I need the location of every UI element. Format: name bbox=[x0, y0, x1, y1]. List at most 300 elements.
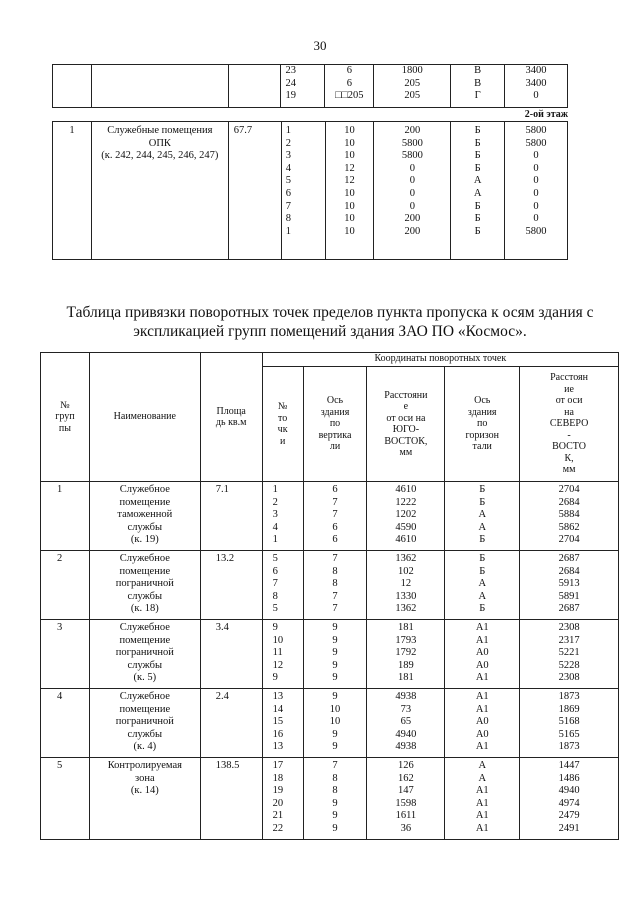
value: Б bbox=[479, 484, 486, 495]
value: 3 bbox=[272, 509, 278, 521]
group-row bbox=[41, 689, 619, 758]
value: 0 bbox=[409, 187, 415, 199]
value: Б bbox=[474, 225, 481, 237]
value: 4610 bbox=[395, 484, 417, 495]
value: 5168 bbox=[558, 716, 580, 728]
group-name bbox=[89, 482, 200, 551]
value: 2479 bbox=[558, 810, 580, 822]
value: 4590 bbox=[395, 521, 417, 533]
group-area: 7.1 bbox=[200, 482, 262, 551]
value: 5228 bbox=[558, 659, 580, 671]
value: 1 bbox=[285, 225, 291, 237]
value: 10 bbox=[344, 137, 355, 149]
group-area: 3.4 bbox=[200, 620, 262, 689]
value: 5 bbox=[285, 175, 291, 187]
value: 2308 bbox=[558, 622, 580, 633]
value: 0 bbox=[533, 90, 539, 102]
header-dist-ne bbox=[520, 367, 619, 482]
value: 11 bbox=[272, 647, 283, 659]
value: А1 bbox=[475, 810, 489, 822]
value: 4938 bbox=[395, 691, 417, 702]
header-line: от оси на bbox=[386, 412, 426, 424]
value: 4 bbox=[272, 521, 278, 533]
value: 147 bbox=[398, 785, 414, 797]
header-line: здания bbox=[467, 406, 497, 418]
title-line-2: экспликацией групп помещений здания ЗАО ПО «Космос». bbox=[133, 323, 527, 340]
value: 6 bbox=[332, 521, 338, 533]
name-line: пограничной bbox=[115, 578, 174, 590]
value: 9 bbox=[272, 672, 278, 684]
value: 65 bbox=[400, 716, 412, 728]
cell-axis-vert bbox=[303, 689, 367, 758]
value: 3400 bbox=[525, 77, 547, 89]
group-row bbox=[41, 482, 619, 551]
cell-dist-ne bbox=[520, 551, 619, 620]
value: 12 bbox=[344, 175, 355, 187]
header-dist-se bbox=[367, 367, 445, 482]
group-row bbox=[41, 620, 619, 689]
cell-dist-se bbox=[367, 689, 445, 758]
floor-label: 2-ой этаж bbox=[524, 109, 568, 120]
value: 2687 bbox=[558, 553, 580, 564]
value: 162 bbox=[398, 772, 414, 784]
cell-axis-horiz bbox=[451, 65, 505, 108]
header-axis-vert bbox=[303, 367, 367, 482]
value: 200 bbox=[404, 225, 421, 237]
value: 200 bbox=[404, 213, 421, 225]
cell-dist-se bbox=[367, 758, 445, 840]
header-line: - bbox=[567, 429, 571, 441]
cell-dist-ne bbox=[520, 758, 619, 840]
value: 0 bbox=[533, 162, 539, 174]
value: 18 bbox=[272, 772, 284, 784]
value: 6 bbox=[332, 534, 338, 546]
value: 4974 bbox=[558, 797, 580, 809]
value: 5862 bbox=[558, 521, 580, 533]
value: 10 bbox=[344, 187, 355, 199]
value: 102 bbox=[398, 565, 414, 577]
value: 5913 bbox=[558, 578, 580, 590]
value: 5165 bbox=[558, 728, 580, 740]
value: 181 bbox=[398, 672, 414, 684]
value: 1486 bbox=[558, 772, 580, 784]
value: 2684 bbox=[558, 565, 580, 577]
value: А bbox=[478, 578, 487, 590]
value: 1800 bbox=[401, 65, 423, 76]
value: Б bbox=[479, 553, 486, 564]
cell-axis-vert bbox=[303, 482, 367, 551]
name-line: Контролируемая bbox=[107, 760, 182, 771]
group-number: 1 bbox=[53, 122, 92, 260]
header-line: мм bbox=[562, 464, 576, 476]
value: Б bbox=[474, 125, 481, 136]
group-number: 1 bbox=[41, 482, 90, 551]
cell-points bbox=[262, 758, 303, 840]
value: 2704 bbox=[558, 484, 580, 495]
cell-dist-se bbox=[367, 551, 445, 620]
cell-axis-horiz bbox=[445, 620, 520, 689]
group-name bbox=[89, 689, 200, 758]
cell-points bbox=[262, 482, 303, 551]
header-line: ли bbox=[329, 441, 341, 453]
value: А1 bbox=[475, 741, 489, 753]
cell-points bbox=[262, 620, 303, 689]
name-line: (к. 242, 244, 245, 246, 247) bbox=[101, 150, 219, 162]
header-coords: Координаты поворотных точек bbox=[262, 353, 618, 367]
value: Б bbox=[479, 496, 486, 508]
header-point-no bbox=[262, 367, 303, 482]
value: А bbox=[478, 590, 487, 602]
value: 10 bbox=[272, 634, 284, 646]
name-line: ОПК bbox=[148, 137, 171, 149]
value: 0 bbox=[533, 187, 539, 199]
value: 12 bbox=[400, 578, 412, 590]
value: 10 bbox=[344, 125, 355, 136]
name-line: службы bbox=[127, 590, 163, 602]
value: 5800 bbox=[525, 225, 547, 237]
value: 21 bbox=[272, 810, 284, 822]
value: А1 bbox=[475, 822, 489, 834]
name-line: (к. 18) bbox=[130, 603, 159, 615]
value: 1598 bbox=[395, 797, 417, 809]
value: 4940 bbox=[558, 785, 580, 797]
group-table-opk bbox=[52, 121, 568, 260]
value: А1 bbox=[475, 691, 489, 702]
value: 0 bbox=[409, 200, 415, 212]
value: 6 bbox=[285, 187, 291, 199]
value: 4610 bbox=[395, 534, 417, 546]
value: 1792 bbox=[395, 647, 417, 659]
header-line: вертика bbox=[318, 429, 352, 441]
cell-points bbox=[262, 689, 303, 758]
value: 6 bbox=[272, 565, 278, 577]
cell-dist-ne bbox=[520, 620, 619, 689]
header-line: Расстоян bbox=[550, 372, 589, 384]
value: 9 bbox=[332, 741, 338, 753]
table-title bbox=[40, 303, 620, 341]
value: 5 bbox=[272, 553, 278, 564]
value: 7 bbox=[332, 509, 338, 521]
value: 1330 bbox=[395, 590, 417, 602]
cell-axis-vert bbox=[303, 758, 367, 840]
value: 1 bbox=[272, 534, 278, 546]
value: А1 bbox=[475, 672, 489, 684]
name-line: Служебное bbox=[119, 622, 170, 633]
page-number: 30 bbox=[313, 38, 327, 53]
header-line: то bbox=[277, 412, 288, 424]
value: 1 bbox=[285, 125, 291, 136]
value: 10 bbox=[344, 213, 355, 225]
value: А0 bbox=[475, 659, 489, 671]
cell-dist-ne bbox=[505, 65, 568, 108]
value: 2308 bbox=[558, 672, 580, 684]
name-line: пограничной bbox=[115, 647, 174, 659]
value: Г bbox=[474, 90, 481, 102]
value: Б bbox=[479, 534, 486, 546]
group-name bbox=[91, 122, 228, 260]
value: 7 bbox=[285, 200, 291, 212]
name-line: Служебные помещения bbox=[107, 125, 213, 136]
value: В bbox=[474, 77, 482, 89]
value: 205 bbox=[404, 77, 421, 89]
cell-dist-se bbox=[374, 122, 451, 260]
value: 6 bbox=[332, 484, 338, 495]
continuation-table bbox=[52, 64, 568, 108]
header-line: здания bbox=[320, 406, 350, 418]
group-area: 13.2 bbox=[200, 551, 262, 620]
header-area bbox=[200, 353, 262, 482]
header-line: тали bbox=[472, 441, 492, 453]
value: 2687 bbox=[558, 603, 580, 615]
value: 13 bbox=[272, 691, 284, 702]
value: 1873 bbox=[558, 691, 580, 702]
value: 1869 bbox=[558, 703, 580, 715]
value: 8 bbox=[332, 565, 338, 577]
value: 5 bbox=[272, 603, 278, 615]
value: 8 bbox=[332, 772, 338, 784]
cell-dist-ne bbox=[520, 689, 619, 758]
value: 9 bbox=[332, 691, 338, 702]
value: 5891 bbox=[558, 590, 580, 602]
cell-point bbox=[281, 65, 325, 108]
value: 1362 bbox=[395, 553, 417, 564]
group-area: 67.7 bbox=[228, 122, 281, 260]
value: 9 bbox=[332, 622, 338, 633]
value: 7 bbox=[332, 603, 338, 615]
value: 8 bbox=[332, 785, 338, 797]
value: 19 bbox=[272, 785, 284, 797]
header-line: на bbox=[564, 406, 574, 418]
cell-axis-horiz bbox=[445, 689, 520, 758]
cell-dist-ne bbox=[520, 482, 619, 551]
value: А1 bbox=[475, 634, 489, 646]
cell-axis-horiz bbox=[445, 551, 520, 620]
value: 10 bbox=[344, 200, 355, 212]
value: Б bbox=[474, 137, 481, 149]
value: 16 bbox=[272, 728, 284, 740]
header-line: ВОСТОК, bbox=[384, 435, 428, 447]
value: 9 bbox=[332, 728, 338, 740]
header-line: К, bbox=[564, 452, 574, 464]
value: А1 bbox=[475, 785, 489, 797]
cell-axis-vert bbox=[303, 620, 367, 689]
value: 9 bbox=[332, 797, 338, 809]
name-line: помещение bbox=[119, 565, 171, 577]
value: 9 bbox=[332, 822, 338, 834]
value: 3400 bbox=[525, 65, 547, 76]
header-name: Наименование bbox=[89, 353, 200, 482]
value: 4940 bbox=[395, 728, 417, 740]
value: 10 bbox=[329, 716, 341, 728]
name-line: Служебное bbox=[119, 691, 170, 702]
value: 5800 bbox=[401, 137, 423, 149]
cell-points bbox=[262, 551, 303, 620]
name-line: службы bbox=[127, 521, 163, 533]
value: А0 bbox=[475, 716, 489, 728]
cell-axis-horiz bbox=[451, 122, 505, 260]
value: 19 bbox=[285, 90, 296, 102]
value: 12 bbox=[344, 162, 355, 174]
name-line: помещение bbox=[119, 703, 171, 715]
value: 1611 bbox=[395, 810, 417, 822]
header-line: № bbox=[60, 399, 70, 411]
name-line: зона bbox=[135, 772, 155, 784]
header-line: и bbox=[279, 435, 286, 447]
value: 10 bbox=[344, 225, 355, 237]
cell-points bbox=[281, 122, 325, 260]
value: 181 bbox=[398, 622, 414, 633]
group-number: 3 bbox=[41, 620, 90, 689]
value: Б bbox=[474, 162, 481, 174]
value: 8 bbox=[285, 213, 291, 225]
value: 10 bbox=[329, 703, 341, 715]
value: 0 bbox=[409, 162, 415, 174]
group-area: 138.5 bbox=[200, 758, 262, 840]
value: 9 bbox=[332, 634, 338, 646]
value: 1873 bbox=[558, 741, 580, 753]
value: А0 bbox=[475, 647, 489, 659]
name-line: службы bbox=[127, 659, 163, 671]
value: 10 bbox=[344, 150, 355, 162]
value: А bbox=[478, 760, 487, 771]
value: А1 bbox=[475, 797, 489, 809]
name-line: (к. 5) bbox=[133, 672, 157, 684]
group-number: 5 bbox=[41, 758, 90, 840]
header-line: ие bbox=[564, 383, 574, 395]
name-line: (к. 4) bbox=[133, 741, 157, 753]
name-line: (к. 19) bbox=[130, 534, 159, 546]
value: 5800 bbox=[401, 150, 423, 162]
cell-dist-se bbox=[367, 620, 445, 689]
value: 126 bbox=[398, 760, 414, 771]
value: 7 bbox=[332, 553, 338, 564]
value: 2317 bbox=[558, 634, 580, 646]
cell-axis-horiz bbox=[445, 758, 520, 840]
value: 2704 bbox=[558, 534, 580, 546]
value: 15 bbox=[272, 716, 284, 728]
cell-axis-vert bbox=[325, 65, 374, 108]
value: 2684 bbox=[558, 496, 580, 508]
cell-dist-ne bbox=[505, 122, 568, 260]
main-table bbox=[40, 352, 619, 840]
value: А bbox=[478, 521, 487, 533]
value: 200 bbox=[404, 125, 421, 136]
value: 4938 bbox=[395, 741, 417, 753]
value: 5800 bbox=[525, 137, 547, 149]
header-line: е bbox=[403, 401, 409, 412]
value: 23 bbox=[285, 65, 296, 76]
value: 2 bbox=[272, 496, 278, 508]
value: 7 bbox=[332, 496, 338, 508]
header-line: пы bbox=[58, 422, 71, 434]
value: 13 bbox=[272, 741, 284, 753]
value: 2491 bbox=[558, 822, 580, 834]
title-line-1: Таблица привязки поворотных точек пределов пункта пропуска к осям здания с bbox=[66, 304, 594, 321]
cell-axis-horiz bbox=[445, 482, 520, 551]
cell-axis-vert bbox=[325, 122, 374, 260]
name-line: таможенной bbox=[117, 509, 173, 521]
header-line: Расстояни bbox=[384, 389, 428, 401]
value: А1 bbox=[475, 622, 489, 633]
value: 1222 bbox=[395, 496, 417, 508]
header-line: Площа bbox=[216, 405, 246, 417]
header-line: груп bbox=[55, 411, 75, 423]
value: 7 bbox=[332, 590, 338, 602]
value: 5221 bbox=[558, 647, 580, 659]
cell-axis-vert bbox=[303, 551, 367, 620]
value: 14 bbox=[272, 703, 284, 715]
name-line: Служебное bbox=[119, 553, 170, 564]
value: 22 bbox=[272, 822, 284, 834]
value: □□205 bbox=[335, 90, 364, 102]
header-line: № bbox=[277, 401, 288, 412]
name-line: службы bbox=[127, 728, 163, 740]
value: А0 bbox=[475, 728, 489, 740]
value: 8 bbox=[272, 590, 278, 602]
value: 7 bbox=[332, 760, 338, 771]
value: А1 bbox=[475, 703, 489, 715]
header-group-no bbox=[41, 353, 90, 482]
value: 9 bbox=[272, 622, 278, 633]
header-line: чк bbox=[277, 424, 288, 435]
value: 73 bbox=[400, 703, 412, 715]
group-number: 4 bbox=[41, 689, 90, 758]
value: 0 bbox=[533, 213, 539, 225]
header-line: ЮГО- bbox=[392, 424, 420, 435]
value: 8 bbox=[332, 578, 338, 590]
value: 3 bbox=[285, 150, 291, 162]
value: Б bbox=[474, 213, 481, 225]
name-line: помещение bbox=[119, 496, 171, 508]
value: В bbox=[474, 65, 482, 76]
value: 205 bbox=[404, 90, 421, 102]
value: 0 bbox=[409, 175, 415, 187]
value: 7 bbox=[272, 578, 278, 590]
value: 9 bbox=[332, 659, 338, 671]
value: 6 bbox=[346, 77, 352, 89]
header-line: по bbox=[329, 418, 341, 430]
value: 24 bbox=[285, 77, 296, 89]
value: 9 bbox=[332, 647, 338, 659]
value: 0 bbox=[533, 175, 539, 187]
value: 1793 bbox=[395, 634, 417, 646]
value: 1202 bbox=[395, 509, 417, 521]
header-line: СЕВЕРО bbox=[549, 418, 589, 430]
value: А bbox=[473, 187, 482, 199]
value: 5884 bbox=[558, 509, 580, 521]
value: 9 bbox=[332, 810, 338, 822]
value: 17 bbox=[272, 760, 284, 771]
value: 9 bbox=[332, 672, 338, 684]
name-line: Служебное bbox=[119, 484, 170, 495]
header-line: ВОСТО bbox=[552, 441, 587, 453]
header-axis-horiz bbox=[445, 367, 520, 482]
value: 189 bbox=[398, 659, 414, 671]
group-name bbox=[89, 758, 200, 840]
header-line: мм bbox=[399, 447, 413, 458]
name-line: пограничной bbox=[115, 716, 174, 728]
header-line: от оси bbox=[555, 395, 583, 407]
value: 0 bbox=[533, 150, 539, 162]
group-row bbox=[41, 551, 619, 620]
group-name bbox=[89, 551, 200, 620]
cell-dist-se bbox=[367, 482, 445, 551]
group-row bbox=[41, 758, 619, 840]
value: Б bbox=[474, 150, 481, 162]
value: 12 bbox=[272, 659, 284, 671]
group-number: 2 bbox=[41, 551, 90, 620]
value: 1362 bbox=[395, 603, 417, 615]
